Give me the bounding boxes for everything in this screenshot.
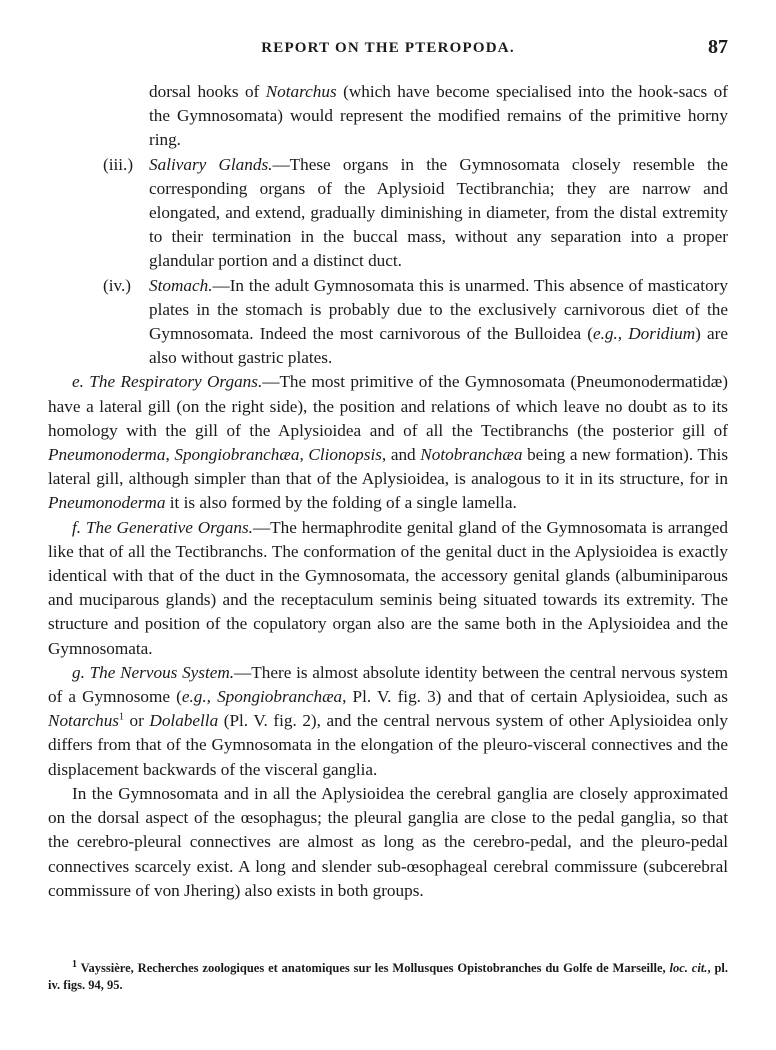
text-span: it is also formed by the folding of a single lamella.	[165, 493, 517, 513]
page-number: 87	[708, 36, 728, 58]
text-span: or	[123, 711, 150, 731]
item-number: (iv.)	[103, 275, 131, 295]
section-heading: g. The Nervous System.	[72, 662, 235, 682]
text-span: , and	[381, 445, 421, 465]
text-span: Vayssière, Recherches zoologiques et anatomiques sur les Mollusques Opistobranches du Golfe de Marseille,	[77, 961, 670, 975]
closing-paragraph: In the Gymnosomata and in all the Aplysioidea the cerebral ganglia are closely approximated on the dorsal aspect of the œsophagus; the pleural ganglia are close to the pedal ganglia, so that the cerebro-pleural connectives are almost as long as the cerebro-pedal, and the pleuro-pedal connectives scarcely exist. A long and slender sub-œsophageal cerebral commissure (subcerebral commissure of von Jhering) also exists in both groups.	[48, 783, 728, 900]
section-heading: e. The Respiratory Organs.	[72, 372, 263, 392]
item-number: (iii.)	[103, 154, 134, 174]
text-span: —In the adult Gymnosomata this is unarmed. This absence of masticatory plates in the stomach is probably due to the exclusively carnivorous diet of the Gymnosomata. Indeed the most carnivorous of the Bulloidea (	[149, 275, 728, 344]
genus-name: Notobranchæa	[420, 445, 523, 465]
text-span: (Pl. V. fig. 2), and the central nervous system of other Aplysioidea only differs from that of the Gymnosomata in the elongation of the pleuro-visceral connectives and the displacement backwards of the visceral ganglia.	[48, 711, 728, 779]
genus-name: Dolabella	[149, 711, 219, 731]
text-span: —These organs in the Gymnosomata closely resemble the corresponding organs of the Aplysioid Tectibranchia; they are narrow and elongated, and extend, gradually diminishing in diameter, from the distal extremity to their termination in the buccal mass, without any separation into a proper glandular portion and a distinct duct.	[149, 154, 728, 271]
abbreviation: loc. cit.	[669, 961, 708, 975]
abbreviation: e.g.,	[181, 687, 211, 707]
footnote-marker: 1	[72, 958, 77, 970]
text-span: ,	[299, 445, 309, 465]
genus-name: Clionopsis	[308, 445, 382, 465]
footnote-1	[48, 960, 728, 994]
text-span: , pl. iv. figs. 94, 95.	[48, 961, 728, 992]
text-span: dorsal hooks of	[149, 82, 266, 101]
running-header	[48, 36, 728, 64]
text-span: —There is almost absolute identity between the central nervous system of a Gymnosome (	[48, 662, 728, 707]
text-span: being a new formation). This lateral gill, although simpler than that of the Aplysioidea, is analogous to it in its structure, for in	[48, 445, 729, 489]
genus-name: Notarchus	[48, 711, 119, 731]
section-heading: Stomach.	[149, 275, 213, 295]
section-iii-salivary-glands	[48, 153, 728, 274]
continued-paragraph	[48, 80, 728, 153]
section-heading: f. The Generative Organs.	[72, 517, 253, 537]
section-heading: Salivary Glands.	[149, 154, 273, 174]
footnote-reference[interactable]: 1	[118, 711, 124, 723]
section-g-nervous-system	[48, 661, 728, 782]
section-iv-stomach	[48, 274, 728, 371]
text-span: ) are also without gastric plates.	[149, 324, 728, 368]
text-span: , Pl. V. fig. 3) and that of certain Aplysioidea, such as	[342, 687, 728, 707]
genus-name: Pneumonoderma	[48, 445, 166, 465]
running-title: REPORT ON THE PTEROPODA.	[261, 40, 515, 56]
section-e-respiratory-organs	[48, 370, 728, 515]
text-span: (which have become specialised into the hook-sacs of the Gymnosomata) would represent the modified remains of the primitive horny ring.	[149, 82, 728, 150]
genus-name: Spongiobranchæa	[217, 687, 343, 707]
genus-name: Pneumonoderma	[48, 493, 166, 513]
abbreviation: e.g.,	[592, 324, 623, 344]
genus-name: Spongiobranchæa	[174, 445, 300, 465]
section-f-generative-organs	[48, 516, 728, 661]
footnotes	[48, 960, 728, 994]
text-span: —The hermaphrodite genital gland of the Gymnosomata is arranged like that of all the Tectibranchs. The conformation of the genital duct in the Aplysioidea is exactly identical with that of the duct in the Gymnosomata, the accessory genital glands (albuminiparous and muciparous glands) and the receptaculum seminis being situated towards its extremity. The structure and position of the copulatory organ also are the same both in the Aplysioidea and the Gymnosomata.	[48, 517, 728, 658]
genus-name: Doridium	[628, 324, 696, 344]
text-span: —The most primitive of the Gymnosomata (Pneumonodermatidæ) have a lateral gill (on the right side), the position and relations of which leave no doubt as to its homology with the gill of the Aplysioidea and of all the Tectibranchs (the posterior gill of	[48, 372, 728, 440]
text-span: ,	[165, 445, 175, 465]
genus-name: Notarchus	[265, 82, 337, 101]
body-text	[48, 80, 728, 903]
